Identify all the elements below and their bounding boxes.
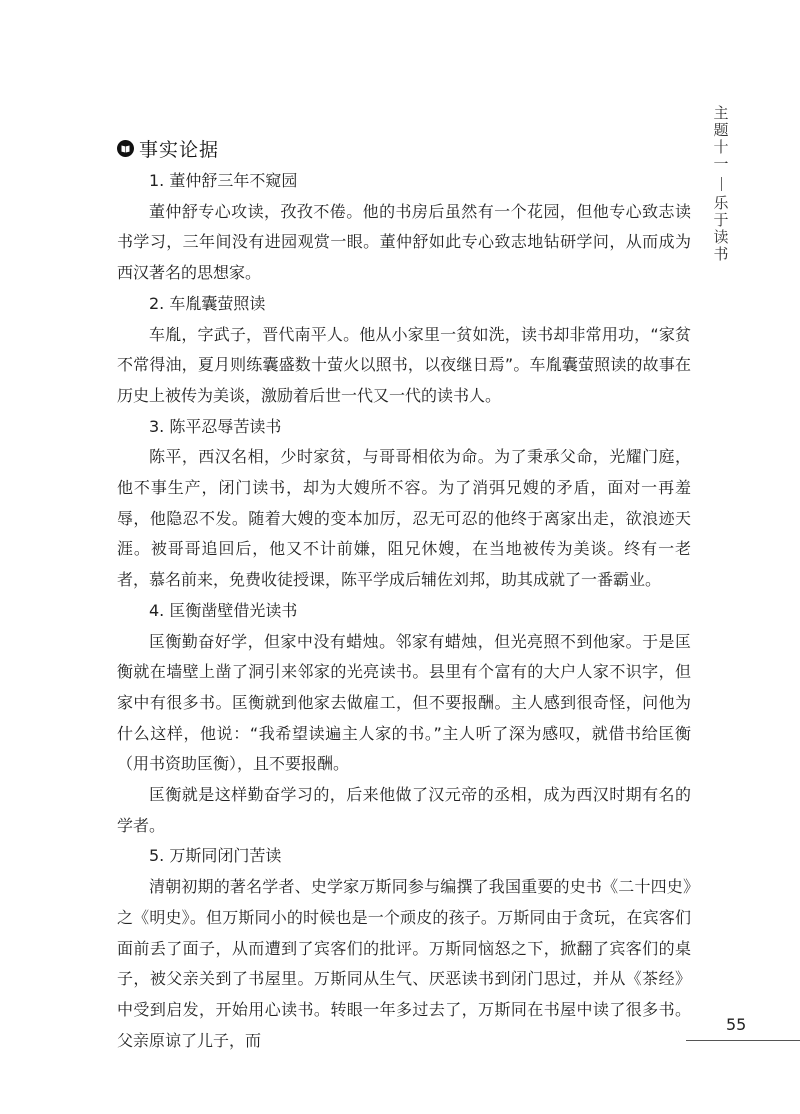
body-paragraph: 董仲舒专心攻读，孜孜不倦。他的书房后虽然有一个花园，但他专心致志读书学习，三年间没有进园观赏一眼。董仲舒如此专心致志地钻研学问，从而成为西汉著名的思想家。 — [117, 201, 691, 283]
running-head-char: 于 — [713, 211, 729, 229]
body-paragraph: 匡衡就是这样勤奋学习的，后来他做了汉元帝的丞相，成为西汉时期有名的学者。 — [117, 785, 691, 835]
body-paragraph: 车胤，字武子，晋代南平人。他从小家里一贫如洗，读书却非常用功，“家贫不常得油，夏月则练囊盛数十萤火以照书，以夜继日焉”。车胤囊萤照读的故事在历史上被传为美谈，激励着后世一代又一代的读书人。 — [117, 324, 691, 405]
running-head-theme — [706, 105, 736, 173]
running-head-char: 一 — [713, 155, 729, 173]
body-paragraph: 清朝初期的著名学者、史学家万斯同参与编撰了我国重要的史书《二十四史》之《明史》。但万斯同小的时候也是一个顽皮的孩子。万斯同由于贪玩，在宾客们面前丢了面子，从而遭到了宾客们的批评。万斯同恼怒之下，掀翻了宾客们的桌子，被父亲关到了书屋里。万斯同从生气、厌恶读书到闭门思过，并从《茶经》中受到启发，开始用心读书。转眼一年多过去了，万斯同在书屋中读了很多书。父亲原谅了儿子，而 — [117, 877, 691, 1050]
page-number: 55 — [726, 1015, 747, 1034]
running-head-char: 乐 — [713, 194, 729, 212]
body-paragraph: 匡衡勤奋好学，但家中没有蜡烛。邻家有蜡烛，但光亮照不到他家。于是匡衡就在墙壁上凿了洞引来邻家的光亮读书。县里有个富有的大户人家不识字，但家中有很多书。匡衡就到他家去做雇工，但不要报酬。主人感到很奇怪，问他为什么这样，他说：“我希望读遍主人家的书。”主人听了深为感叹，就借书给匡衡（用书资助匡衡），且不要报酬。 — [117, 631, 691, 774]
body-text — [117, 166, 691, 1056]
body-paragraph: 陈平，西汉名相，少时家贫，与哥哥相依为命。为了秉承父命，光耀门庭，他不事生产，闭门读书，却为大嫂所不容。为了消弭兄嫂的矛盾，面对一再羞辱，他隐忍不发。随着大嫂的变本加厉，忍无可忍的他终于离家出走，欲浪迹天涯。被哥哥追回后，他又不计前嫌，阻兄休嫂，在当地被传为美谈。终有一老者，慕名前来，免费收徒授课，陈平学成后辅佐刘邦，助其成就了一番霸业。 — [117, 447, 691, 590]
running-head — [706, 105, 736, 263]
running-head-char: 主 — [713, 104, 729, 122]
story-subheading: 5. 万斯同闭门苦读 — [149, 846, 282, 866]
running-head-char: 十 — [713, 138, 729, 156]
running-head-topic — [706, 195, 736, 263]
story-subheading: 2. 车胤囊萤照读 — [149, 293, 266, 313]
running-head-char: 书 — [713, 245, 729, 263]
running-head-char: 读 — [713, 228, 729, 246]
story-subheading: 1. 董仲舒三年不窥园 — [149, 171, 298, 190]
running-head-divider — [721, 177, 722, 191]
section-header — [117, 135, 219, 161]
story-subheading: 3. 陈平忍辱苦读书 — [149, 416, 282, 436]
story-subheading: 4. 匡衡凿壁借光读书 — [149, 600, 298, 620]
book-icon — [117, 140, 134, 157]
running-head-char: 题 — [713, 121, 729, 139]
footer-rule — [686, 1040, 800, 1041]
section-title: 事实论据 — [139, 138, 220, 161]
